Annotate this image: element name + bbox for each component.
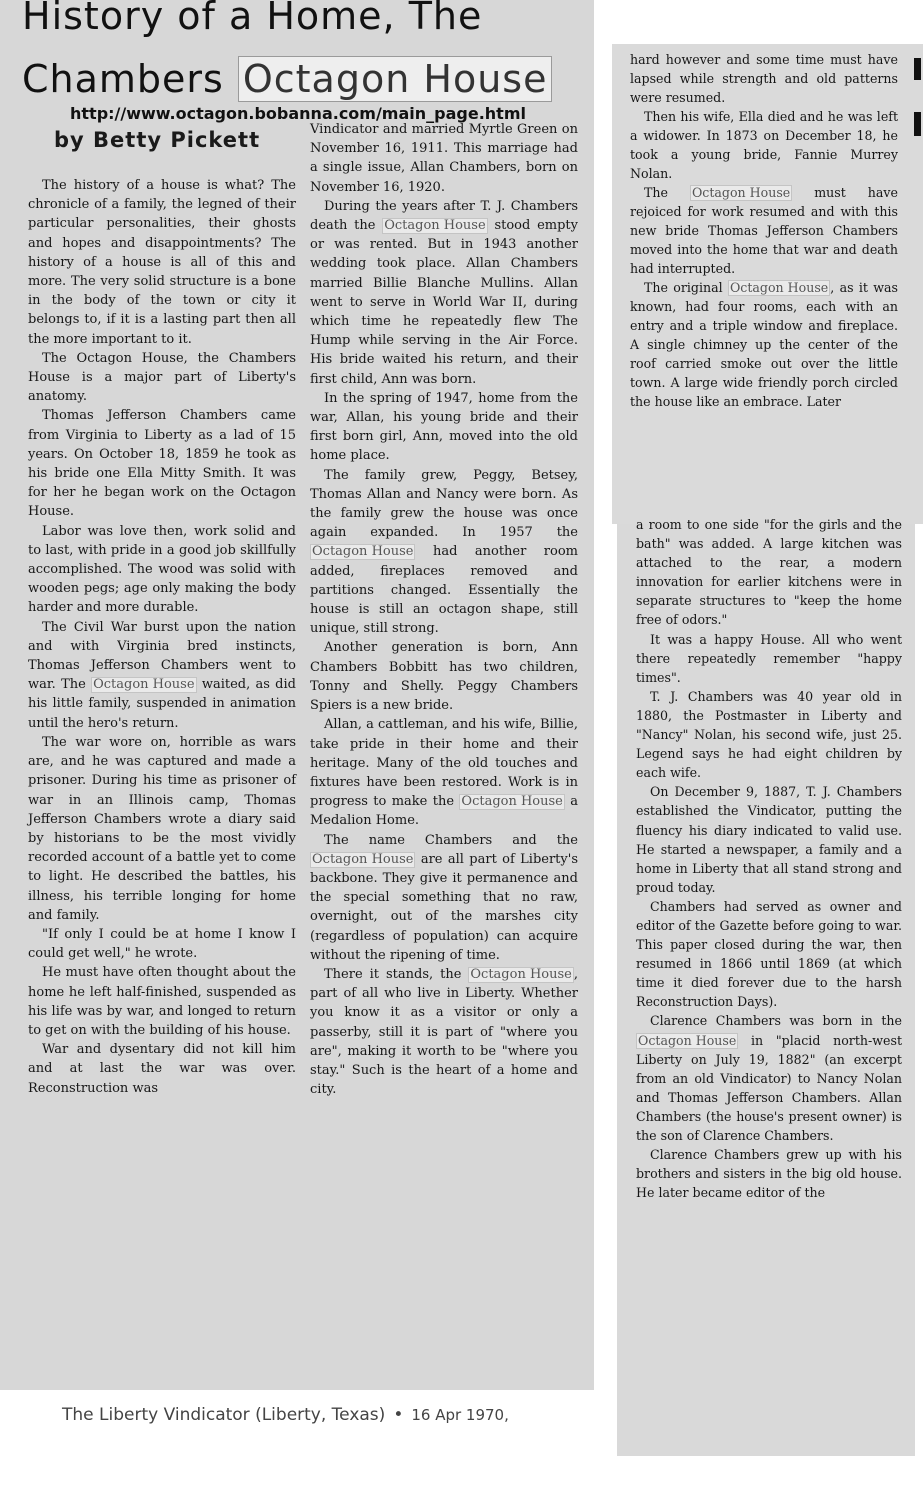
text-run: There it stands, the	[324, 966, 469, 982]
paragraph	[28, 618, 296, 733]
text-run: waited, as did his little family, suspended in animation until the hero's return.	[28, 677, 296, 731]
text-run: Clarence Chambers was born in the	[650, 1013, 902, 1029]
paragraph: Clarence Chambers grew up with his brothers and sisters in the big old house. He later became editor of the	[636, 1147, 902, 1201]
text-run: must have rejoiced for work resumed and with this new bride Thomas Jefferson Chambers moved into the home that war and death had interrupted.	[630, 185, 898, 276]
source-url[interactable]: http://www.octagon.bobanna.com/main_page.html	[70, 104, 526, 123]
headline-line-1: History of a Home, The	[22, 0, 483, 38]
text-run: The name Chambers and the	[324, 832, 578, 848]
text-run: had another room added, fireplaces removed and partitions changed. Essentially the house is still an octagon shape, still unique, still strong.	[310, 544, 578, 637]
octagon-house-highlight: Octagon House	[93, 677, 195, 693]
octagon-house-highlight: Octagon House	[312, 851, 414, 867]
publication-date: 16 Apr 1970,	[411, 1406, 509, 1424]
adjacent-column-edge	[914, 112, 921, 136]
paragraph: hard however and some time must have lapsed while strength and old patterns were resumed.	[630, 52, 898, 105]
text-run: stood empty or was rented. But in 1943 another wedding took place. Allan Chambers married Billie Blanche Mullins. Allan went to serve in World War II, during which time he repeatedly flew The Hump while serving in the Air Force. His bride waited his return, and their first child, Ann was born.	[310, 218, 578, 387]
paragraph	[310, 197, 578, 389]
paragraph: The history of a house is what? The chronicle of a family, the legned of their particular personalities, their ghosts and hopes and disappointments? The history of a house is all of this and more. The very solid structure is a bone in the body of the town or city it belongs to, if it is a lasting part then all the more important to it.	[28, 178, 296, 347]
paragraph	[310, 466, 578, 639]
text-run: During the years after T. J. Chambers death the	[310, 198, 578, 234]
headline-prefix: Chambers	[22, 57, 224, 101]
paragraph: On December 9, 1887, T. J. Chambers established the Vindicator, putting the fluency his diary indicated to valid use. He started a newspaper, a family and a home in Liberty that all stand strong and proud today.	[636, 784, 902, 895]
paragraph	[310, 965, 578, 1099]
text-run: , part of all who live in Liberty. Whether you know it as a visitor or only a passerby, still it is part of "where you are", making it worth to be "where you stay." Such is the heart of a home and city.	[310, 966, 578, 1098]
octagon-house-highlight: Octagon House	[729, 280, 829, 295]
headline-highlight: Octagon House	[238, 56, 553, 102]
paragraph: War and dysentary did not kill him and at last the war was over. Reconstruction was	[28, 1042, 296, 1096]
paragraph	[310, 715, 578, 830]
paragraph: Chambers had served as owner and editor of the Gazette before going to war. This paper closed during the war, then resumed in 1866 until 1869 (at which time it died forever due to the harsh Reconstruction Days).	[636, 898, 902, 1010]
paragraph: "If only I could be at home I know I could get well," he wrote.	[28, 926, 296, 962]
paragraph: It was a happy House. All who went there repeatedly remember "happy times".	[636, 631, 902, 685]
paragraph	[636, 1011, 902, 1145]
octagon-house-highlight: Octagon House	[638, 1032, 737, 1048]
paragraph: T. J. Chambers was 40 year old in 1880, the Postmaster in Liberty and "Nancy" Nolan, his second wife, just 25. Legend says he had eight children by each wife.	[636, 688, 902, 781]
paragraph: The Octagon House, the Chambers House is a major part of Liberty's anatomy.	[28, 350, 296, 405]
article-column-1	[28, 176, 296, 1098]
paragraph	[310, 831, 578, 965]
text-run: The Civil War burst upon the nation and with Virginia bred instincts, Thomas Jefferson Chambers went to war. The	[28, 619, 296, 693]
text-run: The	[644, 185, 690, 200]
article-column-2	[310, 120, 578, 1099]
octagon-house-highlight: Octagon House	[691, 185, 791, 200]
adjacent-column-edge	[914, 58, 921, 80]
text-run: in "placid north-west Liberty on July 19, 1882" (an excerpt from an old Vindicator) to Nancy Nolan and Thomas Jefferson Chambers. Allan Chambers (the house's present owner) is the son of Clarence Chambers.	[636, 1032, 902, 1143]
octagon-house-highlight: Octagon House	[470, 966, 572, 982]
octagon-house-highlight: Octagon House	[461, 794, 563, 810]
octagon-house-highlight: Octagon House	[384, 218, 486, 234]
paragraph: Another generation is born, Ann Chambers Bobbitt has two children, Tonny and Shelly. Peggy Chambers Spiers is a new bride.	[310, 640, 578, 714]
paragraph: He must have often thought about the home he left half-finished, suspended as his life was by war, and longed to return to get on with the building of his house.	[28, 965, 296, 1038]
headline-line-2	[22, 56, 552, 102]
text-run: , as it was known, had four rooms, each with an entry and a triple window and fireplace. A single chimney up the center of the roof carried smoke out over the little town. A large wide friendly porch circled the house like an embrace. Later	[630, 280, 898, 409]
paragraph	[630, 183, 898, 278]
publication-name: The Liberty Vindicator (Liberty, Texas)	[62, 1405, 386, 1425]
paragraph	[630, 278, 898, 411]
paragraph: The war wore on, horrible as wars are, and he was captured and made a prisoner. During his time as prisoner of war in an Illinois camp, Thomas Jefferson Chambers wrote a diary said by historians to be the most vividly recorded account of a battle yet to come to light. He described the battles, his illness, his terrible longing for home and family.	[28, 734, 296, 923]
byline: by Betty Pickett	[54, 128, 261, 152]
article-column-3	[630, 50, 898, 411]
paragraph: a room to one side "for the girls and the bath" was added. A large kitchen was attached to the rear, a modern innovation for earlier kitchens were in separate structures to "keep the home free of odors."	[636, 517, 902, 628]
caption-separator: •	[393, 1405, 404, 1425]
source-caption	[62, 1405, 509, 1425]
text-run: are all part of Liberty's backbone. They give it permanence and the special something that no raw, overnight, out of the marshes city (regardless of population) can acquire without the ripening of time.	[310, 851, 578, 963]
text-run: The family grew, Peggy, Betsey, Thomas Allan and Nancy were born. As the family grew the house was once again expanded. In 1957 the	[310, 467, 578, 541]
text-run: a Medalion Home.	[310, 794, 578, 829]
article-column-4	[636, 515, 902, 1202]
octagon-house-highlight: Octagon House	[312, 544, 414, 560]
paragraph: In the spring of 1947, home from the war, Allan, his young bride and their first born girl, Ann, moved into the old home place.	[310, 390, 578, 464]
paragraph: Labor was love then, work solid and to last, with pride in a good job skillfully accomplished. The wood was solid with wooden pegs; age only making the body harder and more durable.	[28, 523, 296, 616]
text-run: Allan, a cattleman, and his wife, Billie, take pride in their home and their heritage. Many of the old touches and fixtures have been restored. Work is in progress to make the	[310, 717, 578, 810]
paragraph: Then his wife, Ella died and he was left a widower. In 1873 on December 18, he took a young bride, Fannie Murrey Nolan.	[630, 109, 898, 181]
text-run: The original	[644, 280, 728, 295]
paragraph: Vindicator and married Myrtle Green on November 16, 1911. This marriage had a single issue, Allan Chambers, born on November 16, 1920.	[310, 122, 578, 195]
paragraph: Thomas Jefferson Chambers came from Virginia to Liberty as a lad of 15 years. On October 18, 1859 he took as his bride one Ella Mitty Smith. It was for her he began work on the Octagon House.	[28, 408, 296, 520]
